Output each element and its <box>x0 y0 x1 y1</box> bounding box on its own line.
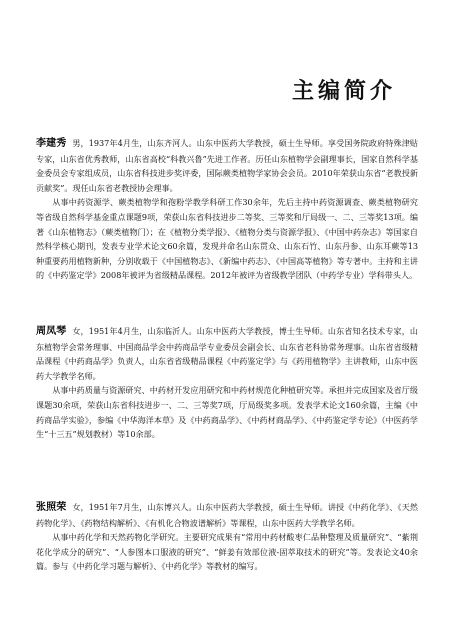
editor-intro-text: 男，1937年4月生，山东齐河人。山东中医药大学教授，硕士生导师。享受国务院政府特殊津贴专家，山东省优秀教师，山东省高校“科教兴鲁”先进工作者。历任山东植物学会副理事长，国家自然科学基金委员会专家组成员，山东省科技进步奖评委，国际蕨类植物学家协会会员。2010年荣获山东省“老教授新贡献奖”。现任山东省老教授协会理事。 <box>36 138 418 193</box>
editor-name: 周凤琴 <box>36 326 67 337</box>
editor-bio-li-jianxiu <box>36 136 418 283</box>
editor-name: 张照荣 <box>36 502 67 513</box>
editor-intro-paragraph <box>36 324 418 383</box>
editor-bio-zhang-zhaorong <box>36 500 418 574</box>
editor-intro-paragraph <box>36 500 418 530</box>
editor-name: 李建秀 <box>36 138 67 149</box>
editor-intro-paragraph <box>36 136 418 195</box>
editor-work-paragraph: 从事中药化学和天然药物化学研究。主要研究成果有“常用中药材酸枣仁品种整理及质量研究”、“紫荆花化学成分的研究”、“人参图本口服液的研究”、“鲜姜有效部位液-固萃取技术的研究”等。发表论文40余篇。参与《中药化学习题与解析》、《中药化学》等教材的编写。 <box>36 532 418 572</box>
editor-work-paragraph: 从事中药资源学、蕨类植物学和孢粉学教学科研工作30余年，先后主持中药资源调查、蕨类植物研究等省级自然科学基金重点课题9项，荣获山东省科技进步二等奖、三等奖和厅局级一、二、三等奖13项。编著《山东植物志》（蕨类植物门）；在《植物分类学报》、《植物分类与资源学报》、《中国中药杂志》等国家自然科学核心期刊，发表专业学术论文60余篇，发现并命名山东贯众、山东石竹、山东丹参、山东耳蕨等13种重要药用植物新种，分别收载于《中国植物志》、《新编中药志》、《中国高等植物》等专著中。主持和主讲的《中药鉴定学》2008年被评为省级精品课程。2012年被评为省级教学团队（中药学专业）学科带头人。 <box>36 197 418 281</box>
editor-intro-text: 女，1951年4月生，山东临沂人。山东中医药大学教授，博士生导师。山东省知名技术专家，山东植物学会常务理事、中国商品学会中药商品学专业委员会副会长、山东省老科协常务理事。山东省省级精品课程《中药商品学》负责人，山东省省级精品课程《中药鉴定学》与《药用植物学》主讲教师，山东中医药大学教学名师。 <box>36 326 418 381</box>
editor-intro-text: 女，1951年7月生，山东博兴人。山东中医药大学教授，硕士生导师。讲授《中药化学》、《天然药物化学》、《药物结构解析》、《有机化合物波谱解析》等课程，山东中医药大学教学名师。 <box>36 502 419 528</box>
editor-work-paragraph: 从事中药质量与资源研究、中药材开发应用研究和中药材规范化种植研究等。承担并完成国家及省厅级课题30余项，荣获山东省科技进步一、二、三等奖7项，厅局级奖多项。发表学术论文160余篇，主编《中药商品学实验》，参编《中华海洋本草》及《中药商品学》、《中药材商品学》、《中药鉴定学专论》（中医药学生“十三五”规划教材）等10余部。 <box>36 385 418 440</box>
editor-bio-zhou-fengqin <box>36 324 418 442</box>
page-title: 主编简介 <box>291 79 396 104</box>
